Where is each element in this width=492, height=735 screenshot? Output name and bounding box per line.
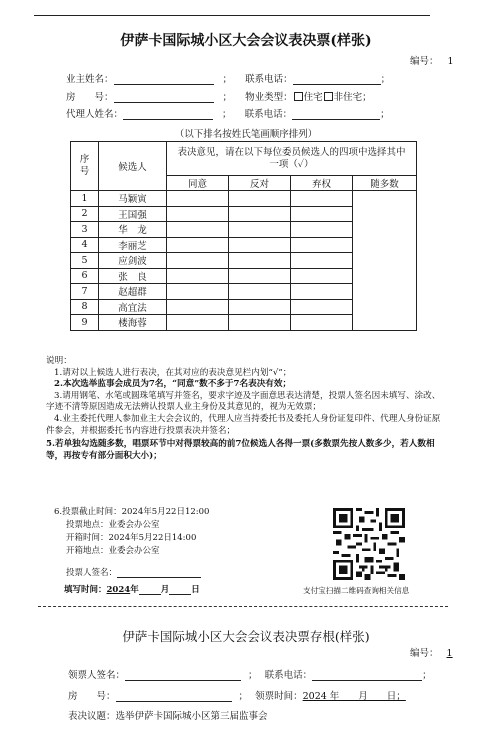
agree-cell[interactable] xyxy=(167,191,229,207)
cut-line xyxy=(38,606,448,607)
stub-phone-label: 联系电话： xyxy=(264,670,313,681)
stub-title: 伊萨卡国际城小区大会会议表决票存根(样张) xyxy=(122,629,370,644)
row-no: 9 xyxy=(71,315,99,331)
oppose-cell[interactable] xyxy=(229,206,291,222)
row-candidate-name: 赵超群 xyxy=(99,284,167,300)
stub-serial-value: 1 xyxy=(446,648,453,659)
oppose-cell[interactable] xyxy=(229,315,291,331)
fill-year-suffix: 年 xyxy=(130,585,139,595)
proxy-phone-field[interactable] xyxy=(292,109,380,120)
note-1: 1.请对以上候选人进行表决，在其对应的表决意见栏内划“√”； xyxy=(54,367,292,378)
row-no: 4 xyxy=(71,237,99,253)
sort-note: （以下排名按姓氏笔画顺序排列） xyxy=(174,129,318,140)
oppose-cell[interactable] xyxy=(229,268,291,284)
agree-cell[interactable] xyxy=(167,315,229,331)
stub-room-field[interactable] xyxy=(116,691,232,702)
serial-number xyxy=(410,53,454,67)
oppose-cell[interactable] xyxy=(229,299,291,315)
row-candidate-name: 高宜法 xyxy=(99,299,167,315)
voting-deadline: 6.投票截止时间：2024年5月22日12:00 xyxy=(54,507,210,517)
phone-field[interactable] xyxy=(293,74,381,85)
residential-checkbox[interactable] xyxy=(294,92,303,101)
abstain-cell[interactable] xyxy=(291,253,353,269)
col-oppose-header: 反对 xyxy=(229,176,291,191)
abstain-cell[interactable] xyxy=(291,206,353,222)
voter-sign-label: 投票人签名： xyxy=(66,568,118,578)
follow-majority-cell[interactable] xyxy=(353,191,417,331)
row-no: 5 xyxy=(71,253,99,269)
abstain-cell[interactable] xyxy=(291,284,353,300)
stub-serial-number xyxy=(410,645,453,659)
row-candidate-name: 李丽芝 xyxy=(99,237,167,253)
owner-name-field[interactable] xyxy=(114,74,214,85)
qr-code[interactable] xyxy=(333,508,405,580)
stub-receive-time-label: 领票时间： xyxy=(255,691,303,702)
owner-row: 业主姓名： ； 联系电话： ； xyxy=(66,74,391,85)
top-rule xyxy=(34,15,430,16)
serial-label: 编号： xyxy=(410,56,439,67)
oppose-cell[interactable] xyxy=(229,253,291,269)
ballot-title: 伊萨卡国际城小区大会会议表决票(样张) xyxy=(120,33,372,49)
fill-month-suffix: 月 xyxy=(160,585,170,595)
row-no: 1 xyxy=(71,191,99,207)
agree-cell[interactable] xyxy=(167,299,229,315)
opening-place: 开箱地点：业委会办公室 xyxy=(66,546,160,556)
fill-year: 2024 xyxy=(106,585,131,595)
proxy-name-label: 代理人姓名： xyxy=(66,109,124,120)
stub-receiver-field[interactable] xyxy=(125,670,241,681)
row-no: 6 xyxy=(71,268,99,284)
voter-sign-field[interactable] xyxy=(117,567,201,578)
note-3: 3.请用钢笔、水笔或圆珠笔填写并签名，要求字迹及字面意思表达清楚，投票人签名因未填写、涂改、字迹不清等原因造成无法辨认投票人业主身份及其意见的，视为无效票； xyxy=(46,390,441,413)
agree-cell[interactable] xyxy=(167,268,229,284)
candidate-table xyxy=(70,141,417,331)
row-candidate-name: 王国强 xyxy=(99,206,167,222)
voting-schedule xyxy=(54,506,209,558)
col-abstain-header: 弃权 xyxy=(291,176,353,191)
room-label: 房 号： xyxy=(66,92,114,103)
row-no: 2 xyxy=(71,206,99,222)
agree-cell[interactable] xyxy=(167,253,229,269)
stub-topic-row xyxy=(68,708,268,722)
stub-room-row: 房 号： ； 领票时间：2024 年 月 日； xyxy=(68,691,406,702)
serial-value: 1 xyxy=(447,56,454,67)
col-agree-header: 同意 xyxy=(167,176,229,191)
opening-time: 开箱时间：2024年5月22日14:00 xyxy=(66,533,197,543)
fill-time-row xyxy=(64,583,200,595)
owner-name-label: 业主姓名： xyxy=(66,74,114,85)
fill-time-label: 填写时间： xyxy=(64,585,107,595)
col-candidate-header: 候选人 xyxy=(99,142,167,191)
row-candidate-name: 张 良 xyxy=(99,268,167,284)
note-2: 2.本次选举监事会成员为7名，“同意”数不多于7名表决有效； xyxy=(54,379,292,390)
agree-cell[interactable] xyxy=(167,284,229,300)
abstain-cell[interactable] xyxy=(291,299,353,315)
row-no: 7 xyxy=(71,284,99,300)
stub-topic-value: 选举伊萨卡国际城小区第三届监事会 xyxy=(115,711,268,722)
fill-day-field[interactable] xyxy=(169,585,191,595)
stub-receive-time-value: 2024 年 月 日； xyxy=(302,691,406,702)
stub-room-label: 房 号： xyxy=(68,691,116,702)
stub-receiver-label: 领票人签名： xyxy=(68,670,126,681)
abstain-cell[interactable] xyxy=(291,237,353,253)
room-row: 房 号： ； 物业类型： 住宅 非住宅； xyxy=(66,92,372,103)
row-candidate-name: 马颖寅 xyxy=(99,191,167,207)
stub-receiver-row: 领票人签名： ； 联系电话： ； xyxy=(68,670,432,681)
oppose-cell[interactable] xyxy=(229,237,291,253)
agree-cell[interactable] xyxy=(167,222,229,238)
note-5: 5.若单独勾选随多数，唱票环节中对得票较高的前7位候选人各得一票(多数票先按人数多少，若人数相等，再按专有部分面积大小)； xyxy=(46,439,435,461)
row-candidate-name: 应剑波 xyxy=(99,253,167,269)
phone-label: 联系电话： xyxy=(245,74,293,85)
notes-heading: 说明： xyxy=(46,356,72,366)
oppose-cell[interactable] xyxy=(229,222,291,238)
row-candidate-name: 楼海蓉 xyxy=(99,315,167,331)
row-no: 8 xyxy=(71,299,99,315)
col-follow-header: 随多数 xyxy=(353,176,417,191)
stub-phone-field[interactable] xyxy=(312,670,422,681)
property-type-label: 物业类型： xyxy=(245,92,293,103)
abstain-cell[interactable] xyxy=(291,191,353,207)
proxy-row: 代理人姓名： ； 联系电话： ； xyxy=(66,109,390,120)
row-candidate-name: 华 龙 xyxy=(99,222,167,238)
fill-day-suffix: 日 xyxy=(191,585,200,595)
agree-cell[interactable] xyxy=(167,237,229,253)
note-4: 4.业主委托代理人参加业主大会会议的，代理人应当持委托书及委托人身份证复印件、代理人身份证原件参会，并根据委托书内容进行投票表决并签名； xyxy=(46,413,441,436)
instructions xyxy=(46,356,448,462)
agree-cell[interactable] xyxy=(167,206,229,222)
proxy-name-field[interactable] xyxy=(123,109,213,120)
non-residential-option: 非住宅 xyxy=(333,92,363,103)
voter-signature-row xyxy=(66,566,201,578)
abstain-cell[interactable] xyxy=(291,268,353,284)
oppose-cell[interactable] xyxy=(229,284,291,300)
voting-place: 投票地点：业委会办公室 xyxy=(66,520,160,530)
room-field[interactable] xyxy=(114,92,214,103)
stub-serial-label: 编号： xyxy=(410,648,439,659)
residential-option: 住宅 xyxy=(303,92,323,103)
row-no: 3 xyxy=(71,222,99,238)
opinion-header: 表决意见，请在以下每位委员候选人的四项中选择其中一项（✓） xyxy=(167,142,417,176)
stub-topic-label: 表决议题： xyxy=(68,711,116,722)
oppose-cell[interactable] xyxy=(229,191,291,207)
proxy-phone-label: 联系电话： xyxy=(244,109,293,120)
non-residential-checkbox[interactable] xyxy=(324,92,333,101)
fill-month-field[interactable] xyxy=(139,585,161,595)
qr-caption: 支付宝扫描二维码查询相关信息 xyxy=(303,586,410,595)
abstain-cell[interactable] xyxy=(291,315,353,331)
col-no-header: 序号 xyxy=(71,142,99,191)
abstain-cell[interactable] xyxy=(291,222,353,238)
